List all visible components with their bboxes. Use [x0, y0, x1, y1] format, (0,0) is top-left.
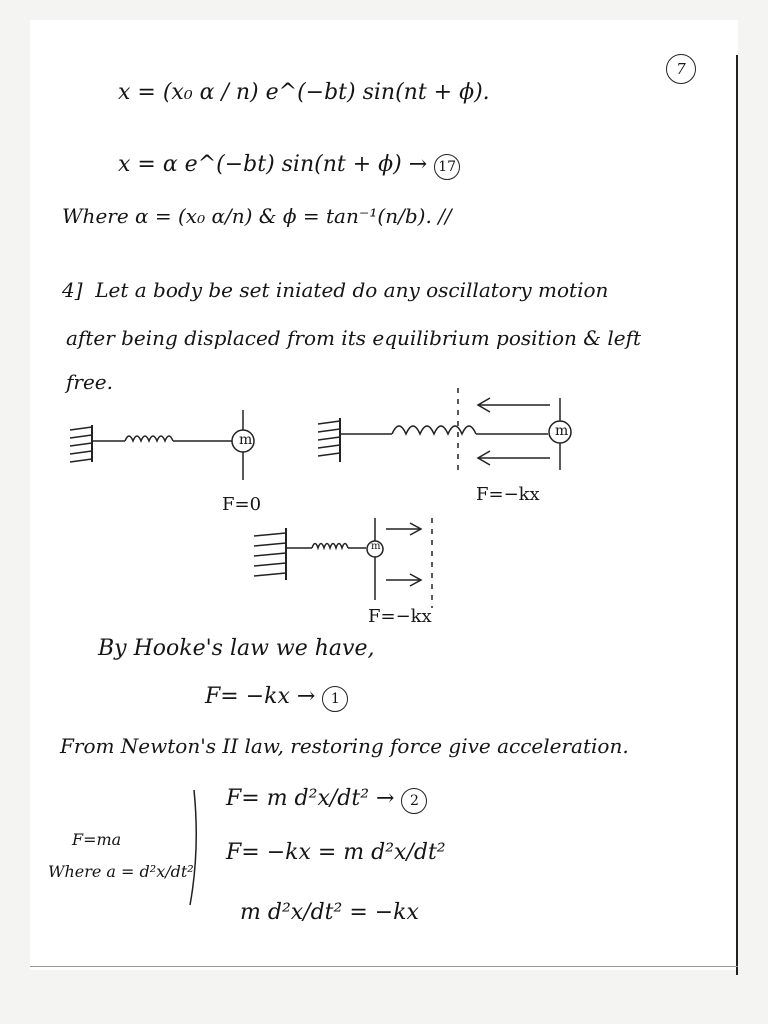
side-note-fma: F=ma	[72, 830, 122, 849]
equation-b-text: x = α e^(−bt) sin(nt + ϕ) →	[118, 152, 428, 177]
label-compressed-force: F=−kx	[368, 606, 432, 627]
label-equilibrium-force: F=0	[222, 494, 262, 515]
newton-intro: From Newton's II law, restoring force give acceleration.	[60, 734, 629, 758]
hooke-equation-text: F= −kx →	[205, 684, 316, 709]
equation-c-text: Where α = (x₀ α/n) & ϕ = tan⁻¹(n/b).	[62, 204, 432, 228]
newton-equation-1-text: F= m d²x/dt² →	[226, 786, 395, 811]
equation-number-1: 1	[322, 686, 348, 712]
mass-label-2: m	[555, 423, 569, 439]
label-stretched-force: F=−kx	[476, 484, 540, 505]
equation-number-17: 17	[434, 154, 460, 180]
equation-end-mark: //	[438, 204, 452, 228]
mass-label-3: m	[371, 541, 381, 552]
paragraph-line-2: after being displaced from its equilibrium position & left	[66, 326, 642, 350]
newton-equation-1	[226, 786, 427, 814]
mass-label-1: m	[239, 432, 253, 448]
newton-equation-3: m d²x/dt² = −kx	[240, 900, 419, 925]
side-note-acceleration: Where a = d²x/dt²	[48, 862, 194, 881]
equation-number-2: 2	[401, 788, 427, 814]
paragraph-line-3: free.	[66, 370, 113, 394]
equation-a: x = (x₀ α / n) e^(−bt) sin(nt + ϕ).	[118, 80, 490, 105]
paragraph-line-1-text: Let a body be set iniated do any oscillatory motion	[95, 278, 609, 302]
newton-equation-2: F= −kx = m d²x/dt²	[226, 840, 446, 865]
section-marker: 4]	[62, 278, 83, 302]
hooke-intro: By Hooke's law we have,	[98, 636, 375, 661]
page-number: 7	[666, 54, 696, 84]
